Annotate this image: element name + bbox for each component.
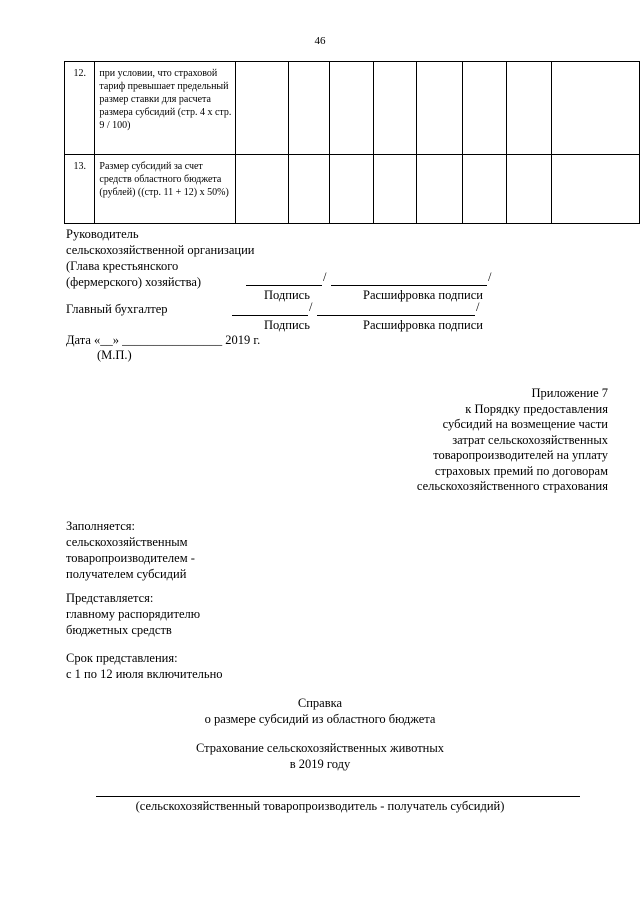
appendix-line: товаропроизводителей на уплату — [433, 448, 608, 462]
submitted-to-title: Представляется: — [66, 591, 154, 605]
filled-by-block — [66, 518, 195, 582]
head-decode-line — [331, 285, 487, 286]
subsidy-table — [64, 61, 640, 224]
slash: / — [476, 300, 480, 314]
submitted-to-block — [66, 590, 200, 638]
accountant-decode-line — [317, 315, 475, 316]
table-cell — [417, 62, 462, 155]
table-cell — [330, 62, 374, 155]
row-number: 12. — [65, 62, 95, 155]
recipient-line — [96, 796, 580, 797]
filled-by-line: товаропроизводителем - — [66, 551, 195, 565]
submitted-to-line: главному распорядителю — [66, 607, 201, 621]
table-cell — [235, 155, 288, 224]
filled-by-line: сельскохозяйственным — [66, 535, 188, 549]
table-cell — [417, 155, 462, 224]
appendix-line: затрат сельскохозяйственных — [452, 432, 608, 447]
table-cell — [507, 155, 552, 224]
deadline-block — [66, 650, 223, 682]
table-cell — [330, 155, 374, 224]
deadline-value: с 1 по 12 июля включительно — [66, 667, 223, 681]
deadline-title: Срок представления: — [66, 651, 178, 665]
head-line: (Глава крестьянского — [66, 259, 179, 273]
appendix-line: субсидий на возмещение части — [442, 417, 608, 431]
accountant-signature-line — [232, 315, 308, 316]
date-line: Дата «__» ________________ 2019 г. — [66, 333, 261, 347]
row-description: Размер субсидий за счет средств областного бюджета (рублей) ((стр. 11 + 12) х 50%) — [95, 155, 235, 224]
filled-by-line: получателем субсидий — [66, 567, 187, 581]
appendix-header — [417, 386, 608, 495]
head-title — [66, 226, 254, 290]
filled-by-title: Заполняется: — [66, 519, 136, 533]
table-cell — [373, 62, 417, 155]
table-cell — [462, 62, 507, 155]
table-cell — [373, 155, 417, 224]
sign-caption: Подпись — [264, 288, 310, 302]
table-cell — [288, 155, 330, 224]
table-cell — [288, 62, 330, 155]
certificate-topic: Страхование сельскохозяйственных животных — [195, 741, 445, 755]
table-cell — [507, 62, 552, 155]
sign-caption: Подпись — [264, 318, 310, 332]
decode-caption: Расшифровка подписи — [363, 318, 483, 332]
appendix-line: к Порядку предоставления — [465, 401, 608, 416]
certificate-title: Справка — [297, 696, 343, 710]
appendix-line: Приложение 7 — [531, 386, 608, 400]
table-row — [65, 155, 640, 224]
table-cell — [551, 155, 639, 224]
appendix-line: страховых премий по договорам — [434, 463, 608, 478]
row-description: при условии, что страховой тариф превышает предельный размер ставки для расчета размера субсидий (стр. 4 х стр. 9 / 100) — [95, 62, 235, 155]
recipient-caption: (сельскохозяйственный товаропроизводитель - получатель субсидий) — [135, 799, 505, 813]
certificate-subtitle: о размере субсидий из областного бюджета — [204, 712, 436, 726]
head-line: (фермерского) хозяйства) — [66, 275, 202, 289]
row-number: 13. — [65, 155, 95, 224]
accountant-label: Главный бухгалтер — [66, 302, 168, 316]
submitted-to-line: бюджетных средств — [66, 623, 172, 637]
table-cell — [235, 62, 288, 155]
head-line: Руководитель — [66, 227, 139, 241]
head-line: сельскохозяйственной организации — [66, 243, 255, 257]
slash: / — [323, 270, 327, 284]
table-cell — [462, 155, 507, 224]
head-signature-line — [246, 285, 322, 286]
decode-caption: Расшифровка подписи — [363, 288, 483, 302]
appendix-line: сельскохозяйственного страхования — [416, 479, 608, 493]
table-cell — [551, 62, 639, 155]
slash: / — [488, 270, 492, 284]
certificate-year: в 2019 году — [289, 757, 351, 771]
slash: / — [309, 300, 313, 314]
stamp-place: (М.П.) — [97, 348, 132, 362]
table-row — [65, 62, 640, 155]
page-number: 46 — [314, 35, 326, 47]
